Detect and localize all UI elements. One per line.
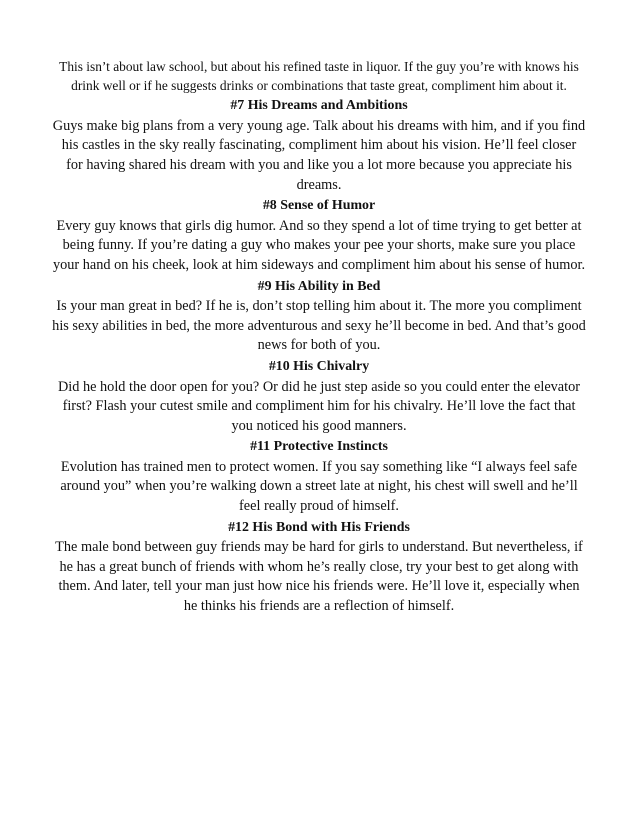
document-page bbox=[52, 58, 586, 618]
section-heading-ability: #9 His Ability in Bed bbox=[257, 278, 381, 294]
section-heading-protective: #11 Protective Instincts bbox=[250, 439, 388, 455]
section-body-protective: Evolution has trained men to protect women. If you say something like “I always feel safe around you” when you’re walking down a street late at night, his chest will swell and he’ll feel really proud of himself. bbox=[60, 458, 578, 515]
section-body-friends: The male bond between guy friends may be hard for girls to understand. But nevertheless, if he has a great bunch of friends with whom he’s really close, try your best to get along with them. And later, tell your man just how nice his friends were. He’ll love it, especially when he thinks his friends are a reflection of himself. bbox=[55, 539, 583, 615]
section-heading-humor: #8 Sense of Humor bbox=[262, 198, 376, 214]
section-body-humor: Every guy knows that girls dig humor. And so they spend a lot of time trying to get better at being funny. If you’re dating a guy who makes your pee your shorts, make sure you place your hand on his cheek, look at him sideways and compliment him about his sense of humor. bbox=[52, 217, 586, 273]
intro-paragraph: This isn’t about law school, but about his refined taste in liquor. If the guy you’re with knows his drink well or if he suggests drinks or combinations that taste great, compliment him about it. bbox=[59, 59, 579, 93]
section-body-dreams: Guys make big plans from a very young age. Talk about his dreams with him, and if you find his castles in the sky really fascinating, compliment him about his vision. He’ll feel closer for having shared his dream with you and like you a lot more because you appreciate his dreams. bbox=[52, 117, 586, 193]
section-heading-friends: #12 His Bond with His Friends bbox=[228, 519, 410, 535]
section-body-ability: Is your man great in bed? If he is, don’t stop telling him about it. The more you compliment his sexy abilities in bed, the more adventurous and sexy he’ll become in bed. And that’s good news for both of you. bbox=[52, 298, 586, 354]
section-body-chivalry: Did he hold the door open for you? Or did he just step aside so you could enter the elevator first? Flash your cutest smile and compliment him for his chivalry. He’ll love the fact that you noticed his good manners. bbox=[57, 378, 581, 434]
section-heading-chivalry: #10 His Chivalry bbox=[268, 358, 370, 374]
section-heading-dreams: #7 His Dreams and Ambitions bbox=[230, 98, 408, 114]
